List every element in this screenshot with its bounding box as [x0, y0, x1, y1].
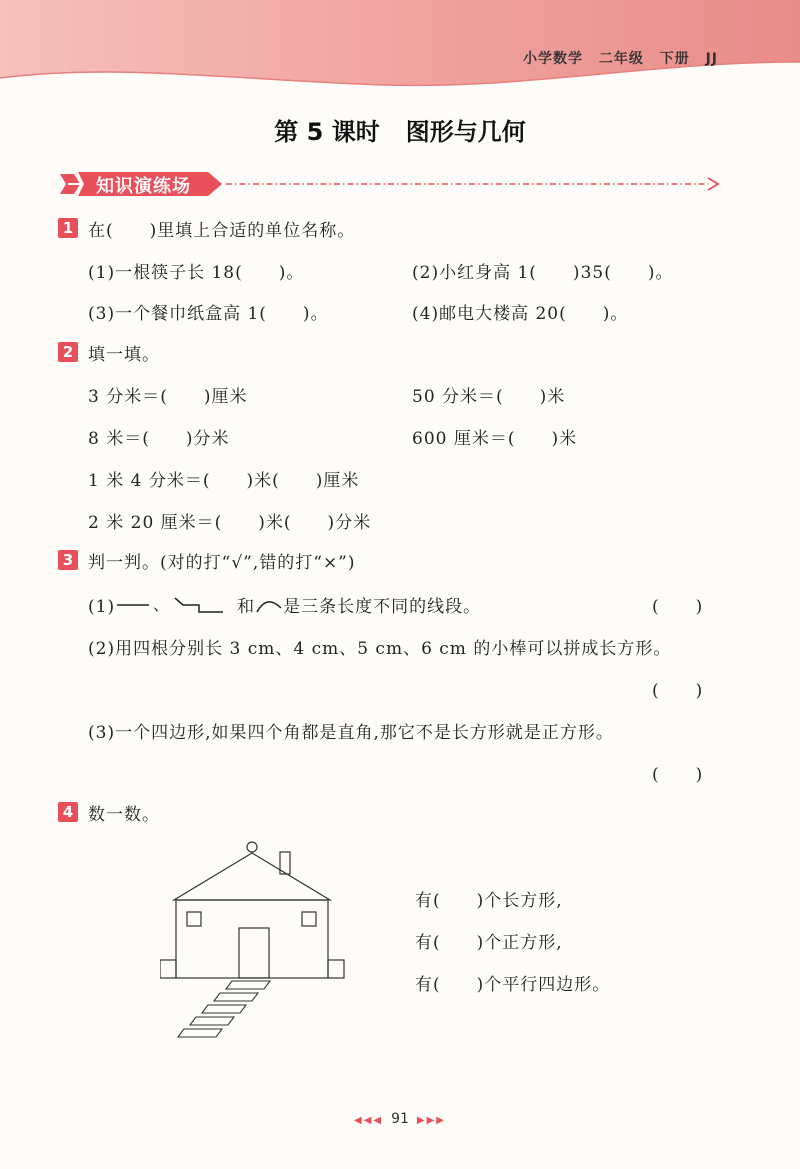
lesson-title — [0, 112, 800, 147]
q3-item-3: (3)一个四边形,如果四个角都是直角,那它不是长方形就是正方形。 — [88, 723, 614, 743]
page-footer — [0, 1111, 800, 1127]
q3-prompt: 判一判。(对的打“√”,错的打“×”) — [88, 553, 356, 573]
lesson-topic: 图形与几何 — [405, 118, 526, 146]
lesson-number: 第 5 课时 — [274, 118, 380, 146]
q1-item-4: (4)邮电大楼高 20( )。 — [412, 304, 629, 324]
q1-prompt: 在( )里填上合适的单位名称。 — [88, 221, 356, 241]
broken-segment — [175, 598, 223, 612]
q3-answer-2[interactable]: ( ) — [652, 681, 704, 701]
q3-number: 3 — [58, 550, 78, 570]
header-edition: JJ — [705, 51, 718, 67]
house-base-left — [160, 960, 176, 978]
header-grade: 二年级 — [598, 51, 644, 67]
q1-item-1: (1)一根筷子长 18( )。 — [88, 263, 305, 283]
q4-answer-2: 有( )个正方形, — [415, 933, 563, 953]
house-base-right — [328, 960, 344, 978]
step-3 — [202, 1005, 246, 1013]
q3-item-2: (2)用四根分别长 3 cm、4 cm、5 cm、6 cm 的小棒可以拼成长方形。 — [88, 639, 672, 659]
q4-prompt: 数一数。 — [88, 805, 160, 825]
segment-figures — [115, 594, 237, 616]
house-roof — [174, 853, 330, 900]
step-4 — [190, 1017, 234, 1025]
q2-item-2: 50 分米＝( )米 — [412, 387, 566, 407]
step-2 — [214, 993, 258, 1001]
header-book-info — [513, 48, 718, 68]
q3-item-1-text: 是三条长度不同的线段。 — [283, 597, 482, 617]
svg-text:、: 、 — [153, 595, 171, 614]
q4-answer-1: 有( )个长方形, — [415, 891, 563, 911]
q2-item-1: 3 分米＝( )厘米 — [88, 387, 248, 407]
q1-number: 1 — [58, 218, 78, 238]
arc-segment — [255, 594, 283, 616]
q4-number: 4 — [58, 802, 78, 822]
section-label: 知识演练场 — [96, 176, 191, 197]
house-window-right — [302, 912, 316, 926]
q2-number: 2 — [58, 342, 78, 362]
q3-answer-1[interactable]: ( ) — [652, 597, 704, 617]
page-number: 91 — [391, 1111, 409, 1127]
q4-answer-3: 有( )个平行四边形。 — [415, 975, 611, 995]
house-door — [239, 928, 269, 978]
q1-item-3: (3)一个餐巾纸盒高 1( )。 — [88, 304, 329, 324]
header-subject: 小学数学 — [522, 51, 583, 67]
left-arrows-icon: ◀◀◀ — [354, 1115, 384, 1126]
q3-item-1-and: 和 — [237, 597, 256, 617]
step-5 — [178, 1029, 222, 1037]
q3-item-1-label: (1) — [88, 597, 116, 617]
q1-item-2: (2)小红身高 1( )35( )。 — [412, 263, 674, 283]
house-figure — [160, 838, 360, 1044]
right-arrows-icon: ▶▶▶ — [416, 1115, 446, 1126]
q2-item-3: 8 米＝( )分米 — [88, 429, 230, 449]
header-volume: 下册 — [659, 51, 690, 67]
q2-item-4: 600 厘米＝( )米 — [412, 429, 578, 449]
q3-answer-3[interactable]: ( ) — [652, 765, 704, 785]
step-1 — [226, 981, 270, 989]
house-window-left — [187, 912, 201, 926]
q3-item-1 — [88, 592, 481, 617]
q2-item-6: 2 米 20 厘米＝( )米( )分米 — [88, 513, 372, 533]
q2-prompt: 填一填。 — [88, 345, 160, 365]
q2-item-5: 1 米 4 分米＝( )米( )厘米 — [88, 471, 360, 491]
house-roof-knob — [247, 842, 257, 852]
